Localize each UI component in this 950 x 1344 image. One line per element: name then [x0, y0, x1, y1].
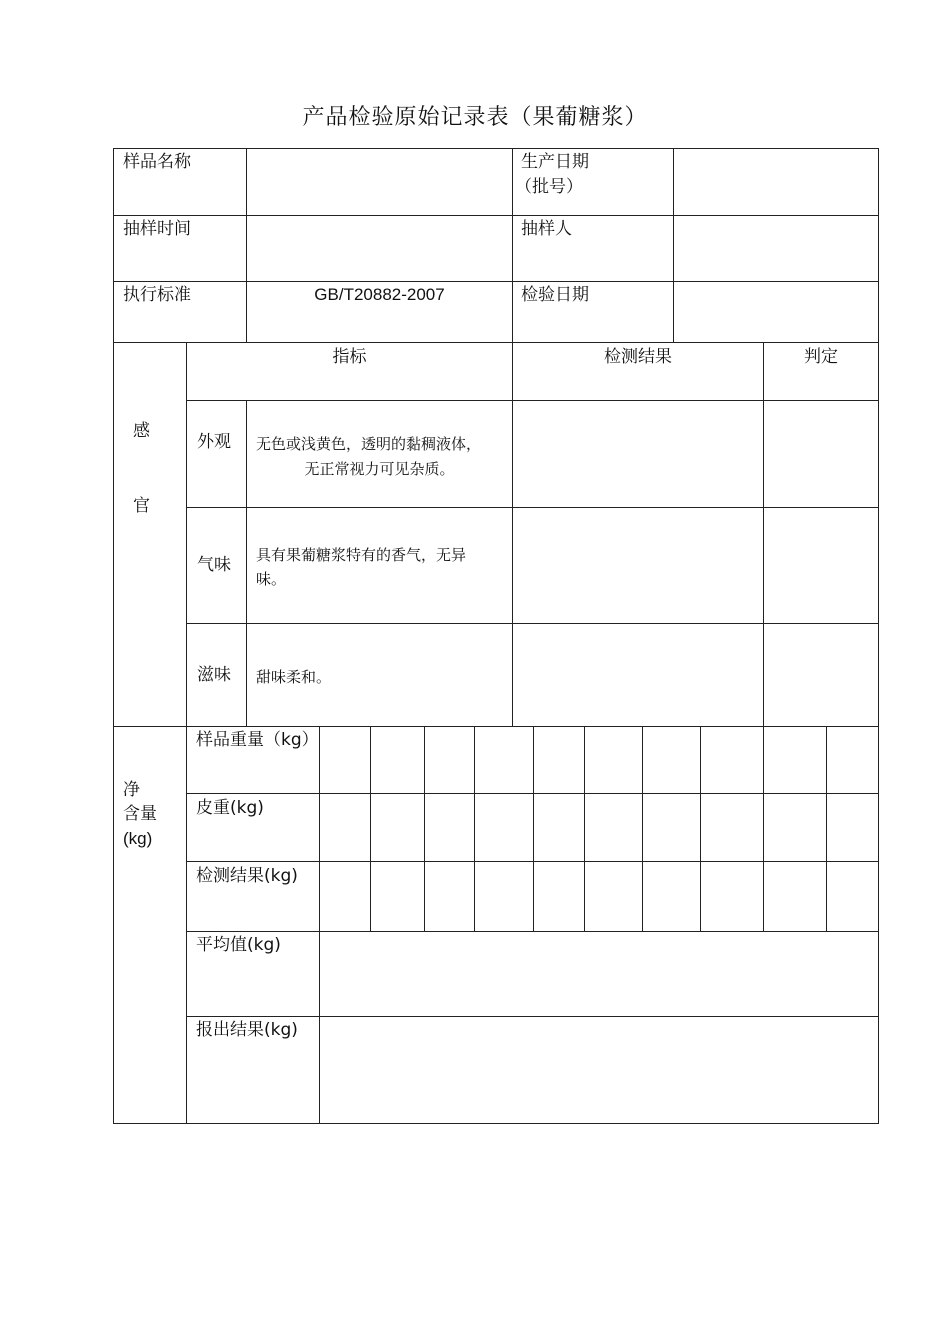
grid-col-divider [642, 726, 643, 932]
col-divider [512, 342, 513, 727]
row-divider [113, 215, 879, 216]
result-header: 检测结果 [604, 347, 672, 367]
reported-result-label: 报出结果(kg) [196, 1020, 298, 1040]
table-border-left [113, 148, 114, 1124]
row-divider [113, 281, 879, 282]
row-divider [186, 1016, 879, 1017]
table-border-bottom [113, 1123, 879, 1124]
grid-col-divider [826, 726, 827, 932]
net-content-unit: (kg) [123, 829, 153, 848]
sample-weight-label: 样品重量（kg） [196, 730, 319, 750]
col-divider [319, 726, 320, 1124]
sampling-time-label: 抽样时间 [123, 219, 191, 239]
row-divider [113, 342, 879, 343]
grid-col-divider [424, 726, 425, 932]
col-divider [673, 148, 674, 343]
grid-col-divider [763, 726, 764, 932]
net-content-label: 含量 [123, 804, 157, 824]
standard-value: GB/T20882-2007 [314, 285, 445, 304]
col-divider [246, 148, 247, 343]
table-border-top [113, 148, 879, 149]
average-label: 平均值(kg) [196, 935, 281, 955]
col-divider [246, 400, 247, 727]
row-divider [186, 507, 879, 508]
appearance-requirement: 无色或浅黄色，透明的黏稠液体， [256, 435, 482, 453]
row-divider [186, 400, 879, 401]
net-content-label: 净 [123, 780, 140, 800]
col-divider [763, 342, 764, 727]
row-divider [186, 623, 879, 624]
grid-col-divider [700, 726, 701, 932]
taste-label: 滋味 [197, 665, 231, 685]
sensory-label: 感 [133, 421, 150, 441]
sample-name-label: 样品名称 [123, 152, 191, 172]
grid-col-divider [474, 726, 475, 932]
sampler-label: 抽样人 [521, 219, 572, 239]
table-border-right [878, 148, 879, 1124]
appearance-requirement: 无正常视力可见杂质。 [304, 460, 455, 478]
standard-label: 执行标准 [123, 285, 191, 305]
grid-col-divider [370, 726, 371, 932]
inspection-date-label: 检验日期 [521, 285, 589, 305]
odor-requirement: 味。 [256, 570, 287, 588]
production-date-label: 生产日期 [521, 152, 589, 172]
appearance-label: 外观 [197, 432, 231, 452]
net-result-label: 检测结果(kg) [196, 866, 298, 886]
col-divider [186, 342, 187, 1124]
odor-requirement: 具有果葡糖浆特有的香气，无异 [256, 546, 467, 564]
page-title: 产品检验原始记录表（果葡糖浆） [302, 105, 648, 130]
batch-number-label: （批号） [515, 177, 583, 197]
tare-label: 皮重(kg) [196, 798, 264, 818]
sensory-label: 官 [133, 496, 150, 516]
odor-label: 气味 [197, 555, 231, 575]
indicator-header: 指标 [332, 347, 367, 367]
row-divider [113, 726, 879, 727]
judgement-header: 判定 [804, 347, 838, 367]
taste-requirement: 甜味柔和。 [256, 668, 332, 686]
grid-col-divider [533, 726, 534, 932]
grid-col-divider [584, 726, 585, 932]
col-divider [512, 148, 513, 343]
